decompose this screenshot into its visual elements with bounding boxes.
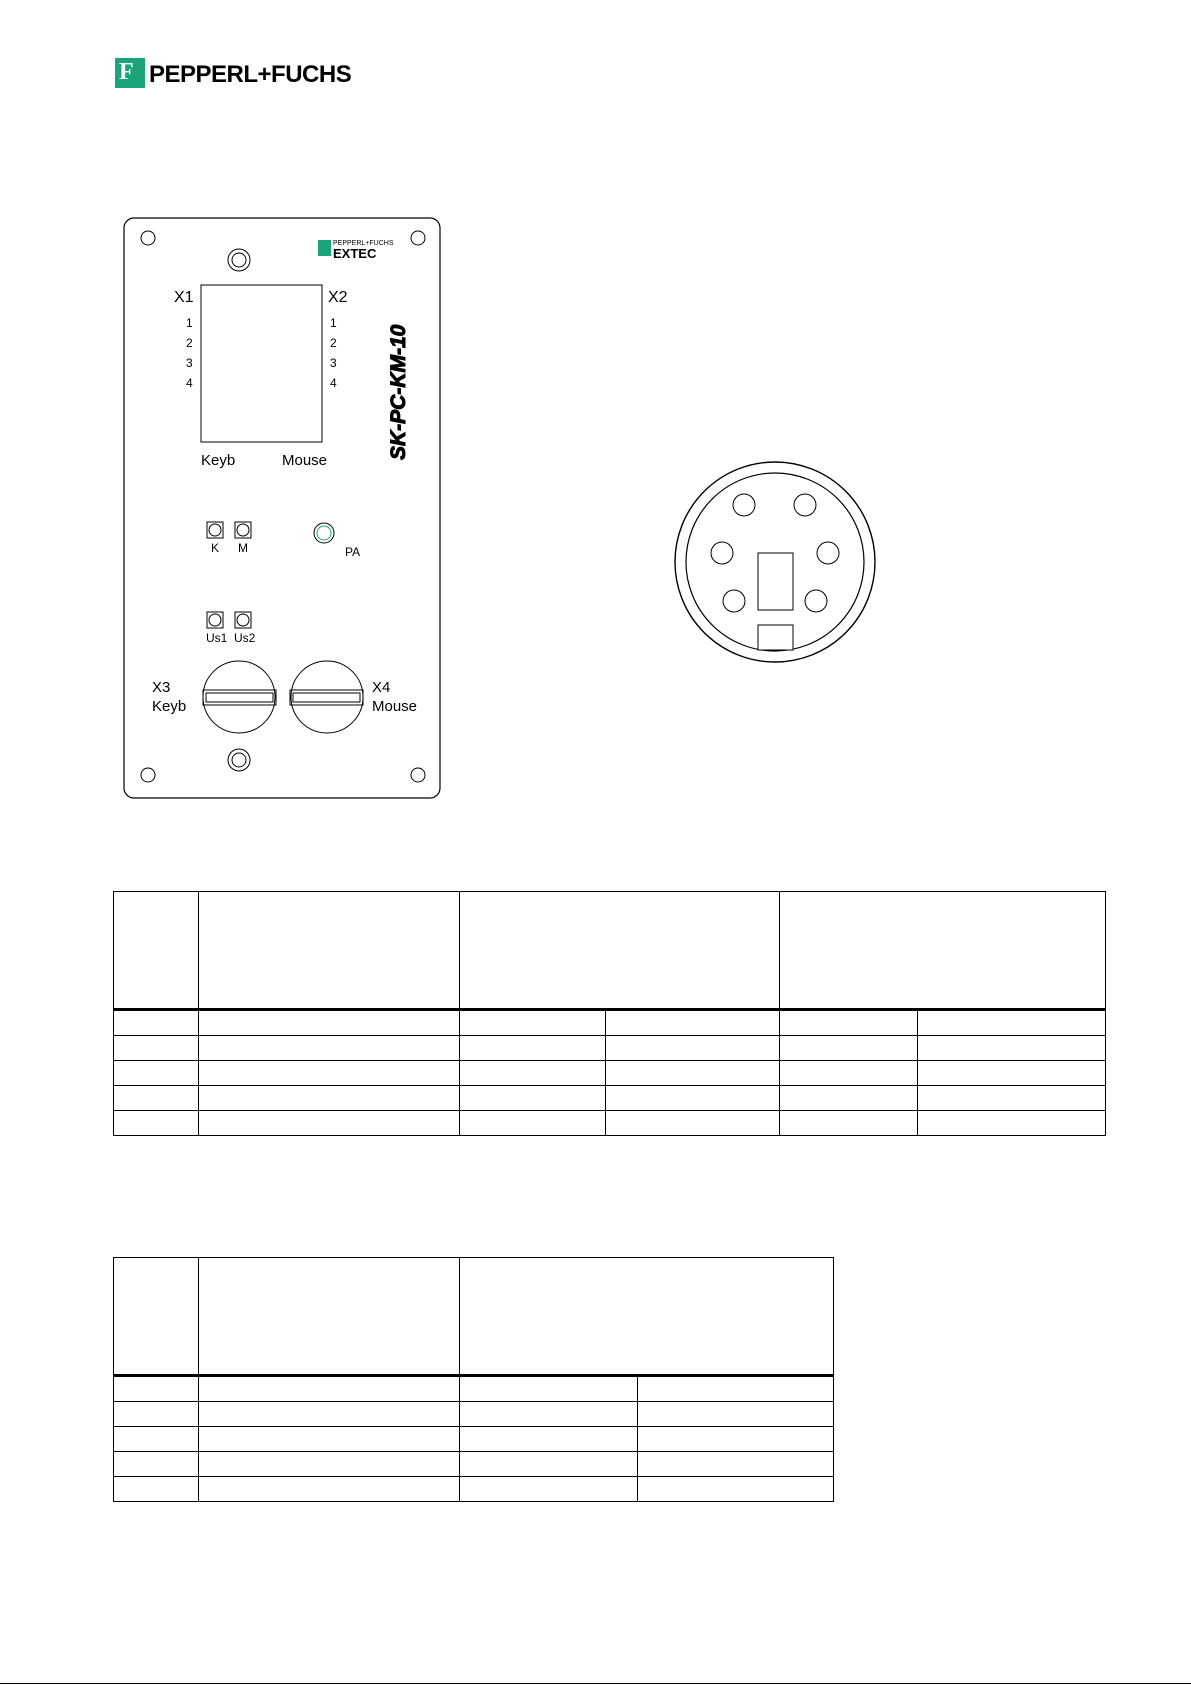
table-row — [114, 1086, 1106, 1111]
x2-pin: 1 — [330, 316, 337, 330]
x2-pin: 3 — [330, 356, 337, 370]
table-row — [114, 1010, 1106, 1036]
mouse-label: Mouse — [282, 452, 328, 469]
corner-hole — [141, 768, 155, 782]
notch — [758, 625, 793, 650]
keyb-label: Keyb — [201, 452, 236, 469]
table-cell — [198, 892, 459, 1010]
corner-hole — [411, 231, 425, 245]
table-row — [114, 1477, 834, 1502]
pin-hole — [711, 542, 733, 564]
pepperl-fuchs-logo — [115, 58, 365, 90]
table-1 — [113, 891, 1106, 1136]
led-k-label: K — [211, 541, 220, 555]
corner-hole — [141, 231, 155, 245]
x4-connector — [291, 661, 363, 733]
pin-hole — [733, 494, 755, 516]
led-m-label: M — [238, 541, 248, 555]
table-cell — [114, 892, 199, 1010]
pin-hole — [817, 542, 839, 564]
table-cell — [198, 1258, 459, 1376]
x1-label: X1 — [174, 289, 194, 306]
footer-rule — [0, 1683, 1191, 1684]
corner-hole — [411, 768, 425, 782]
x4-sub-label: Mouse — [372, 698, 418, 715]
pin-hole — [723, 590, 745, 612]
center-key — [758, 553, 793, 610]
table-cell — [459, 1258, 834, 1376]
x1-pin: 4 — [186, 376, 193, 390]
screw — [228, 749, 250, 771]
table-row — [114, 1427, 834, 1452]
pin-hole — [794, 494, 816, 516]
sub-brand: PEPPERL+FUCHS — [333, 240, 394, 247]
table-row — [114, 1376, 834, 1402]
pin-hole — [805, 590, 827, 612]
extec-label: EXTEC — [333, 246, 377, 261]
brand-name: PEPPERL+FUCHS — [149, 61, 352, 88]
extec-logo-mark-icon — [318, 240, 331, 256]
table-row — [114, 1452, 834, 1477]
model-label: SK-PC-KM-10 — [387, 324, 410, 460]
table-header-row — [114, 1258, 834, 1376]
x1-pin: 3 — [186, 356, 193, 370]
x4-label: X4 — [372, 679, 391, 696]
led-us2-label: Us2 — [234, 631, 256, 645]
table-row — [114, 1036, 1106, 1061]
table-2 — [113, 1257, 834, 1502]
x1-pin: 1 — [186, 316, 193, 330]
table-row — [114, 1111, 1106, 1136]
screw — [228, 249, 250, 271]
table-cell — [114, 1258, 199, 1376]
x1-pin: 2 — [186, 336, 193, 350]
led-us1-label: Us1 — [206, 631, 228, 645]
x2-label: X2 — [328, 289, 348, 306]
x2-pin: 2 — [330, 336, 337, 350]
pa-label: PA — [345, 545, 361, 559]
table-header-row — [114, 892, 1106, 1010]
logo-mark-icon: F — [115, 58, 145, 88]
front-panel-drawing — [120, 215, 445, 805]
terminal-window — [201, 285, 322, 442]
x3-connector — [203, 661, 275, 733]
x3-label: X3 — [152, 679, 171, 696]
table-cell — [459, 892, 780, 1010]
table-cell — [780, 892, 1106, 1010]
x3-sub-label: Keyb — [152, 698, 187, 715]
table-row — [114, 1402, 834, 1427]
table-row — [114, 1061, 1106, 1086]
mini-din-connector-drawing — [670, 455, 885, 670]
x2-pin: 4 — [330, 376, 337, 390]
